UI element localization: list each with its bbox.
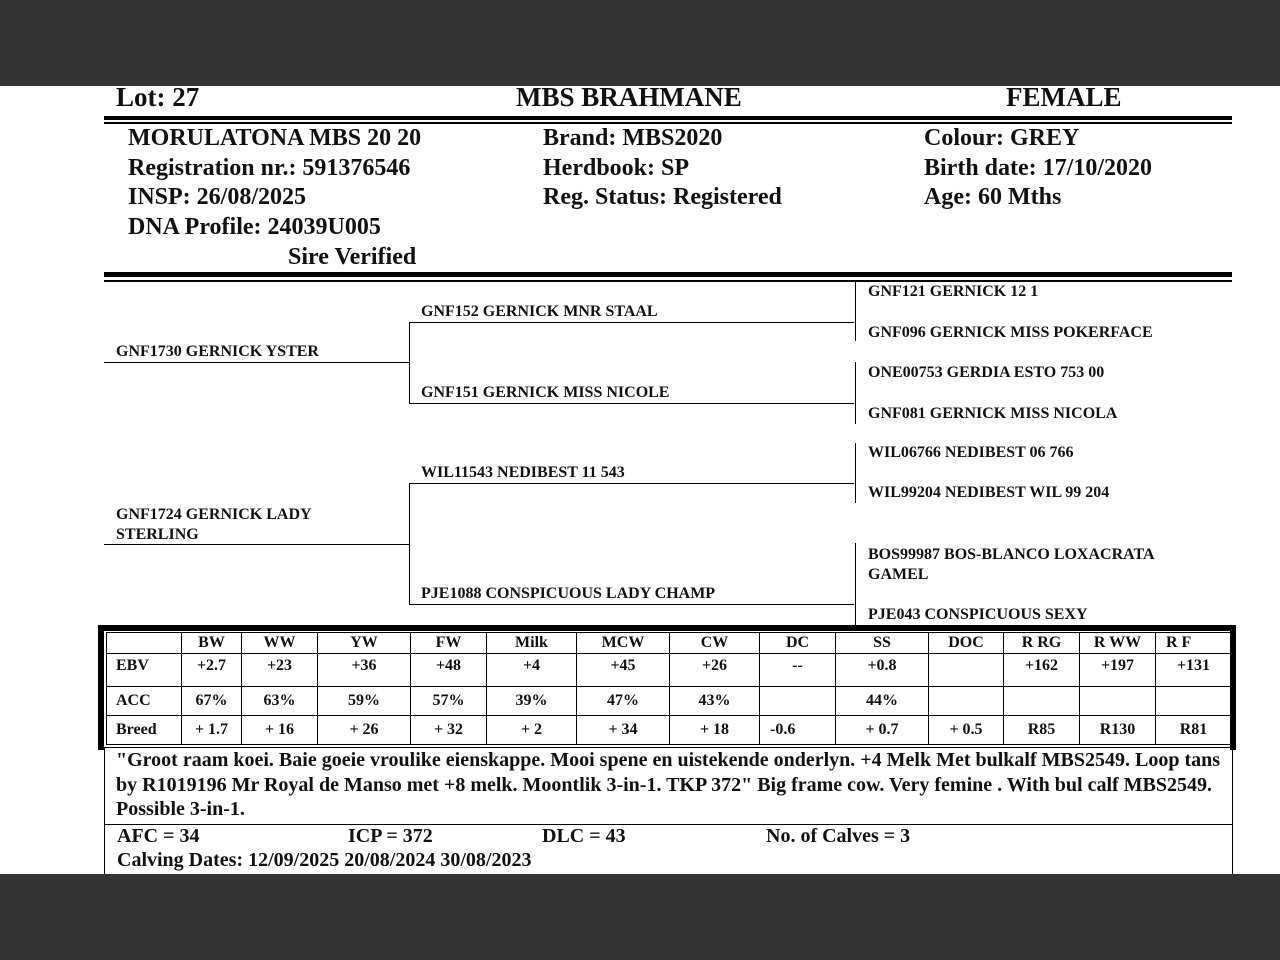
number-of-calves: No. of Calves = 3	[766, 825, 911, 847]
pedigree-ggp: PJE043 CONSPICUOUS SEXY	[868, 606, 1088, 623]
table-cell: R130	[1080, 716, 1156, 745]
table-cell	[1004, 687, 1080, 716]
table-cell: 57%	[411, 687, 487, 716]
table-cell: 67%	[182, 687, 242, 716]
icp: ICP = 372	[348, 825, 433, 847]
comment-text: "Groot raam koei. Baie goeie vroulike eienskappe. Mooi spene en uistekende onderlyn. +4 Melk Met bulkalf MBS2549. Loop tans by R1019196 Mr Royal de Manso met +8 melk. Moontlik 3-in-1. TKP 372" Big frame cow. Very femine . With bul calf MBS2549. Possible 3-in-1.	[116, 749, 1221, 820]
table-cell: +0.8	[836, 654, 929, 687]
dna-profile: DNA Profile: 24039U005	[128, 214, 381, 240]
table-cell: +26	[670, 654, 760, 687]
afc: AFC = 34	[117, 825, 200, 847]
column-header: CW	[670, 633, 760, 654]
table-cell: -0.6	[760, 716, 836, 745]
table-cell: +197	[1080, 654, 1156, 687]
column-header: SS	[836, 633, 929, 654]
animal-name: MORULATONA MBS 20 20	[128, 125, 422, 151]
details-rule-thin	[104, 280, 1232, 282]
table-cell: 44%	[836, 687, 929, 716]
pedigree-dam-dam: PJE1088 CONSPICUOUS LADY CHAMP	[421, 585, 716, 602]
pedigree-line	[409, 483, 854, 484]
pedigree-dam: GNF1724 GERNICK LADY STERLING	[116, 506, 311, 543]
pedigree-ggp: GNF121 GERNICK 12 1	[868, 283, 1039, 300]
table-cell: 43%	[670, 687, 760, 716]
table-cell	[1156, 687, 1232, 716]
table-cell: + 0.5	[929, 716, 1004, 745]
pedigree-line	[855, 282, 856, 341]
header-rule-thin	[104, 122, 1232, 124]
table-cell: +4	[487, 654, 577, 687]
pedigree-line	[409, 322, 854, 323]
table-cell	[107, 633, 182, 654]
table-cell	[929, 687, 1004, 716]
table-cell: + 0.7	[836, 716, 929, 745]
column-header: MCW	[577, 633, 670, 654]
table-cell: 47%	[577, 687, 670, 716]
column-header: BW	[182, 633, 242, 654]
table-cell: +2.7	[182, 654, 242, 687]
pedigree-line	[855, 362, 856, 424]
sex-label: FEMALE	[1006, 86, 1122, 112]
table-cell: +131	[1156, 654, 1232, 687]
table-cell: R81	[1156, 716, 1232, 745]
table-cell: +48	[411, 654, 487, 687]
row-label: Breed	[107, 716, 182, 745]
table-cell	[929, 654, 1004, 687]
pedigree-line	[409, 604, 854, 605]
column-header: DC	[760, 633, 836, 654]
column-header: WW	[242, 633, 318, 654]
header-rule-thick	[104, 116, 1232, 120]
calving-dates: Calving Dates: 12/09/2025 20/08/2024 30/08/2023	[117, 849, 532, 871]
table-cell: + 18	[670, 716, 760, 745]
pedigree-sire: GNF1730 GERNICK YSTER	[116, 343, 319, 360]
footer-divider	[104, 824, 1233, 825]
table-cell: + 32	[411, 716, 487, 745]
registration-status: Reg. Status: Registered	[543, 184, 782, 210]
column-header: FW	[411, 633, 487, 654]
pedigree-ggp: WIL99204 NEDIBEST WIL 99 204	[868, 484, 1110, 501]
table-row	[107, 654, 1232, 687]
details-rule-thick	[104, 272, 1232, 277]
table-cell: +36	[318, 654, 411, 687]
column-header: R RG	[1004, 633, 1080, 654]
age: Age: 60 Mths	[924, 184, 1062, 210]
table-cell	[1080, 687, 1156, 716]
dlc: DLC = 43	[542, 825, 626, 847]
pedigree-line	[409, 403, 854, 404]
pedigree-dam-sire: WIL11543 NEDIBEST 11 543	[421, 464, 625, 481]
column-header: R F	[1156, 633, 1232, 654]
table-cell: 63%	[242, 687, 318, 716]
table-cell: +162	[1004, 654, 1080, 687]
table-row	[107, 716, 1232, 745]
table-cell: + 34	[577, 716, 670, 745]
table-cell: + 2	[487, 716, 577, 745]
pedigree-ggp: WIL06766 NEDIBEST 06 766	[868, 444, 1074, 461]
pedigree-line	[104, 362, 409, 363]
brand: Brand: MBS2020	[543, 125, 723, 151]
table-cell: + 26	[318, 716, 411, 745]
table-row	[107, 687, 1232, 716]
pedigree-line	[104, 544, 409, 545]
table-cell: 39%	[487, 687, 577, 716]
column-header: DOC	[929, 633, 1004, 654]
table-cell: --	[760, 654, 836, 687]
pedigree-sire-dam: GNF151 GERNICK MISS NICOLE	[421, 384, 670, 401]
table-cell: R85	[1004, 716, 1080, 745]
inspection-date: INSP: 26/08/2025	[128, 184, 307, 210]
lot-number: Lot: 27	[116, 86, 200, 112]
catalogue-page	[0, 86, 1280, 874]
registration-number: Registration nr.: 591376546	[128, 155, 411, 181]
column-header: YW	[318, 633, 411, 654]
pedigree-line	[409, 483, 410, 605]
pedigree-line	[409, 322, 410, 404]
pedigree-ggp: ONE00753 GERDIA ESTO 753 00	[868, 364, 1105, 381]
ebv-table	[106, 632, 1232, 745]
pedigree-line	[855, 543, 856, 625]
pedigree-sire-sire: GNF152 GERNICK MNR STAAL	[421, 303, 658, 320]
pedigree-ggp: GNF081 GERNICK MISS NICOLA	[868, 405, 1118, 422]
breed-title: MBS BRAHMANE	[516, 86, 742, 112]
pedigree-line	[855, 443, 856, 503]
row-label: ACC	[107, 687, 182, 716]
column-header: Milk	[487, 633, 577, 654]
pedigree-ggp: BOS99987 BOS-BLANCO LOXACRATA GAMEL	[868, 546, 1154, 583]
column-header: R WW	[1080, 633, 1156, 654]
row-label: EBV	[107, 654, 182, 687]
table-cell: + 16	[242, 716, 318, 745]
table-cell: + 1.7	[182, 716, 242, 745]
sire-verified: Sire Verified	[288, 244, 417, 270]
table-cell: +45	[577, 654, 670, 687]
birth-date: Birth date: 17/10/2020	[924, 155, 1152, 181]
pedigree-ggp: GNF096 GERNICK MISS POKERFACE	[868, 324, 1153, 341]
herdbook: Herdbook: SP	[543, 155, 690, 181]
table-cell: +23	[242, 654, 318, 687]
table-cell	[760, 687, 836, 716]
table-cell: 59%	[318, 687, 411, 716]
ebv-header-row	[107, 633, 1232, 654]
colour: Colour: GREY	[924, 125, 1080, 151]
